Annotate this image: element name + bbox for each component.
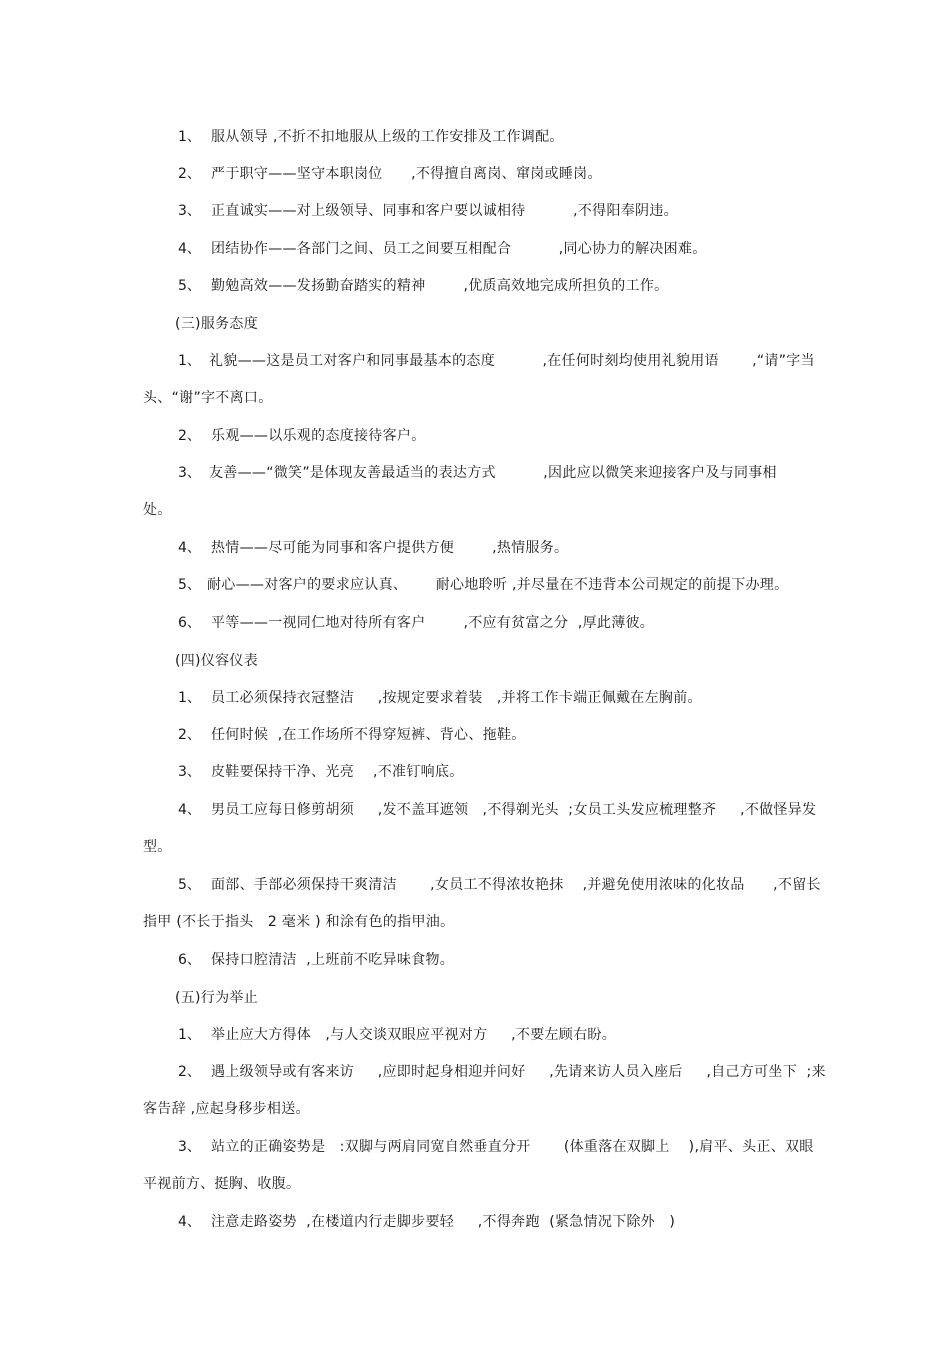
item-number: 6、 <box>178 615 201 631</box>
item-number: 2、 <box>178 727 201 743</box>
item-text: 遇上级领导或有客来访 ,应即时起身相迎并问好 ,先请来访人员入座后 ,自己方可坐下 ;来 <box>211 1064 826 1080</box>
item-number: 2、 <box>178 166 201 182</box>
item-text: 服从领导 ,不折不扣地服从上级的工作安排及工作调配。 <box>211 129 564 145</box>
item-text-continued: 客告辞 ,应起身移步相送。 <box>143 1101 310 1117</box>
item-text: 举止应大方得体 ,与人交谈双眼应平视对方 ,不要左顾右盼。 <box>211 1027 616 1043</box>
item-number: 1、 <box>178 129 201 145</box>
item-text: 友善——“微笑”是体现友善最适当的表达方式 ,因此应以微笑来迎接客户及与同事相 <box>209 465 777 481</box>
section-heading: (三)服务态度 <box>175 316 259 332</box>
item-text: 礼貌——这是员工对客户和同事最基本的态度 ,在任何时刻均使用礼貌用语 ,“请”字当 <box>209 353 815 369</box>
item-text: 热情——尽可能为同事和客户提供方便 ,热情服务。 <box>211 540 569 556</box>
item-number: 4、 <box>178 802 201 818</box>
item-text: 正直诚实——对上级领导、同事和客户要以诚相待 ,不得阳奉阴违。 <box>211 203 678 219</box>
item-number: 4、 <box>178 241 201 257</box>
item-text: 任何时候 ,在工作场所不得穿短裤、背心、拖鞋。 <box>211 727 526 743</box>
item-text: 平等——一视同仁地对待所有客户 ,不应有贫富之分 ,厚此薄彼。 <box>211 615 655 631</box>
item-number: 3、 <box>178 764 201 780</box>
item-number: 4、 <box>178 540 201 556</box>
item-number: 6、 <box>178 952 201 968</box>
item-number: 5、 <box>178 577 201 593</box>
item-text-continued: 指甲 (不长于指头 2 毫米 ) 和涂有色的指甲油。 <box>143 914 455 930</box>
item-number: 5、 <box>178 278 201 294</box>
item-text: 员工必须保持衣冠整洁 ,按规定要求着装 ,并将工作卡端正佩戴在左胸前。 <box>211 690 702 706</box>
item-text-continued: 头、“谢”字不离口。 <box>143 390 273 406</box>
item-number: 2、 <box>178 1064 201 1080</box>
item-number: 4、 <box>178 1214 201 1230</box>
item-text: 皮鞋要保持干净、光亮 ,不准钉响底。 <box>211 764 464 780</box>
section-heading: (四)仪容仪表 <box>175 653 259 669</box>
item-number: 2、 <box>178 428 201 444</box>
item-text: 勤勉高效——发扬勤奋踏实的精神 ,优质高效地完成所担负的工作。 <box>211 278 669 294</box>
item-text: 保持口腔清洁 ,上班前不吃异味食物。 <box>211 952 455 968</box>
item-text: 注意走路姿势 ,在楼道内行走脚步要轻 ,不得奔跑 (紧急情况下除外 ) <box>211 1214 676 1230</box>
item-text-continued: 平视前方、挺胸、收腹。 <box>143 1176 301 1192</box>
item-text: 乐观——以乐观的态度接待客户。 <box>211 428 426 444</box>
item-number: 5、 <box>178 877 201 893</box>
item-number: 3、 <box>178 1139 201 1155</box>
item-number: 3、 <box>178 465 201 481</box>
item-text: 站立的正确姿势是 :双脚与两肩同宽自然垂直分开 (体重落在双脚上 ),肩平、头正、双眼 <box>211 1139 814 1155</box>
item-number: 1、 <box>178 353 201 369</box>
item-text: 面部、手部必须保持干爽清洁 ,女员工不得浓妆艳抹 ,并避免使用浓味的化妆品 ,不留长 <box>211 877 821 893</box>
item-number: 1、 <box>178 1027 201 1043</box>
item-text: 男员工应每日修剪胡须 ,发不盖耳遮领 ,不得剃光头 ;女员工头发应梳理整齐 ,不做怪异发 <box>211 802 817 818</box>
item-text: 耐心——对客户的要求应认真、 耐心地聆听 ,并尽量在不违背本公司规定的前提下办理。 <box>207 577 789 593</box>
item-text: 严于职守——坚守本职岗位 ,不得擅自离岗、窜岗或睡岗。 <box>211 166 602 182</box>
item-text-continued: 型。 <box>143 839 172 855</box>
item-text: 团结协作——各部门之间、员工之间要互相配合 ,同心协力的解决困难。 <box>211 241 707 257</box>
item-number: 3、 <box>178 203 201 219</box>
section-heading: (五)行为举止 <box>175 990 259 1006</box>
item-text-continued: 处。 <box>143 502 172 518</box>
item-number: 1、 <box>178 690 201 706</box>
